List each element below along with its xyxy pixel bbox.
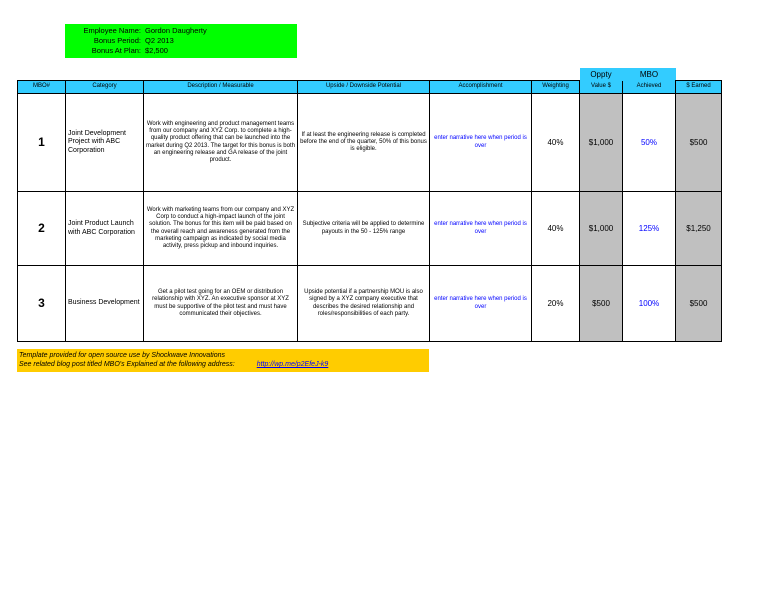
col-description-header: Description / Measurable <box>144 81 298 94</box>
bonus-plan-label: Bonus At Plan: <box>91 46 141 55</box>
template-footer <box>17 349 429 372</box>
category-cell[interactable]: Joint Development Project with ABC Corporation <box>66 94 144 192</box>
description-cell[interactable]: Get a pilot test going for an OEM or distribution relationship with XYZ. An executive sponsor at XYZ must be supportive of the pilot test and must have communicated their objectives. <box>144 266 298 342</box>
employee-name-row <box>65 26 207 35</box>
description-cell[interactable]: Work with marketing teams from our company and XYZ Corp to conduct a high-impact launch of the joint solution. The bonus for this item will be paid based on the overall reach and awareness generated from the marketing campaign as indicated by social media activity, press pickup and inbound inquiries. <box>144 192 298 266</box>
bonus-period-row <box>65 36 174 45</box>
accomplishment-cell[interactable]: enter narrative here when period is over <box>430 94 532 192</box>
upside-cell[interactable]: If at least the engineering release is completed before the end of the quarter, 50% of this bonus is eligible. <box>298 94 430 192</box>
table-row <box>18 266 722 342</box>
col-category-header: Category <box>66 81 144 94</box>
bonus-plan-value: $2,500 <box>145 46 168 55</box>
col-weighting-header: Weighting <box>532 81 580 94</box>
bonus-period-value: Q2 2013 <box>145 36 174 45</box>
mbo-number: 1 <box>18 94 66 192</box>
achieved-cell[interactable]: 50% <box>623 94 676 192</box>
employee-name-value: Gordon Daugherty <box>145 26 207 35</box>
col-upside-header: Upside / Downside Potential <box>298 81 430 94</box>
mbo-table <box>17 68 722 342</box>
table-row <box>18 192 722 266</box>
footer-credit: Template provided for open source use by Shockwave Innovations <box>19 352 225 359</box>
col-earned-header: $ Earned <box>676 81 722 94</box>
oppty-value-cell: $1,000 <box>580 94 623 192</box>
bonus-period-label: Bonus Period: <box>93 36 141 45</box>
achieved-cell[interactable]: 125% <box>623 192 676 266</box>
weighting-cell[interactable]: 20% <box>532 266 580 342</box>
bonus-plan-row <box>65 46 168 55</box>
footer-blog-text: See related blog post titled MBO's Explained at the following address: <box>19 361 235 368</box>
description-cell[interactable]: Work with engineering and product management teams from our company and XYZ Corp. to complete a high-quality product offering that can be launched into the market during Q2 2013. The target for this bonus is both an engineering release and GA release of the joint product. <box>144 94 298 192</box>
earned-cell: $500 <box>676 266 722 342</box>
weighting-cell[interactable]: 40% <box>532 94 580 192</box>
category-cell[interactable]: Joint Product Launch with ABC Corporation <box>66 192 144 266</box>
col-accomplishment-header: Accomplishment <box>430 81 532 94</box>
upside-cell[interactable]: Upside potential if a partnership MOU is also signed by a XYZ company executive that describes the desired relationship and roles/responsibilities of each party. <box>298 266 430 342</box>
achieved-header-top: MBO <box>623 68 676 81</box>
accomplishment-cell[interactable]: enter narrative here when period is over <box>430 266 532 342</box>
oppty-value-cell: $500 <box>580 266 623 342</box>
mbo-number: 2 <box>18 192 66 266</box>
achieved-cell[interactable]: 100% <box>623 266 676 342</box>
earned-cell: $500 <box>676 94 722 192</box>
footer-blog-line <box>19 360 429 369</box>
table-row <box>18 94 722 192</box>
oppty-value-cell: $1,000 <box>580 192 623 266</box>
employee-info-box <box>65 24 297 58</box>
category-cell[interactable]: Business Development <box>66 266 144 342</box>
accomplishment-cell[interactable]: enter narrative here when period is over <box>430 192 532 266</box>
earned-cell: $1,250 <box>676 192 722 266</box>
weighting-cell[interactable]: 40% <box>532 192 580 266</box>
mbo-number: 3 <box>18 266 66 342</box>
blog-post-link[interactable]: http://wp.me/p2EfeJ-k9 <box>256 361 329 368</box>
employee-name-label: Employee Name: <box>83 26 141 35</box>
col-oppty-header: Value $ <box>580 81 623 94</box>
header-row <box>18 81 722 94</box>
oppty-header-top: Oppty <box>580 68 623 81</box>
col-mbo-header: MBO# <box>18 81 66 94</box>
col-achieved-header: Achieved <box>623 81 676 94</box>
upside-cell[interactable]: Subjective criteria will be applied to determine payouts in the 50 - 125% range <box>298 192 430 266</box>
